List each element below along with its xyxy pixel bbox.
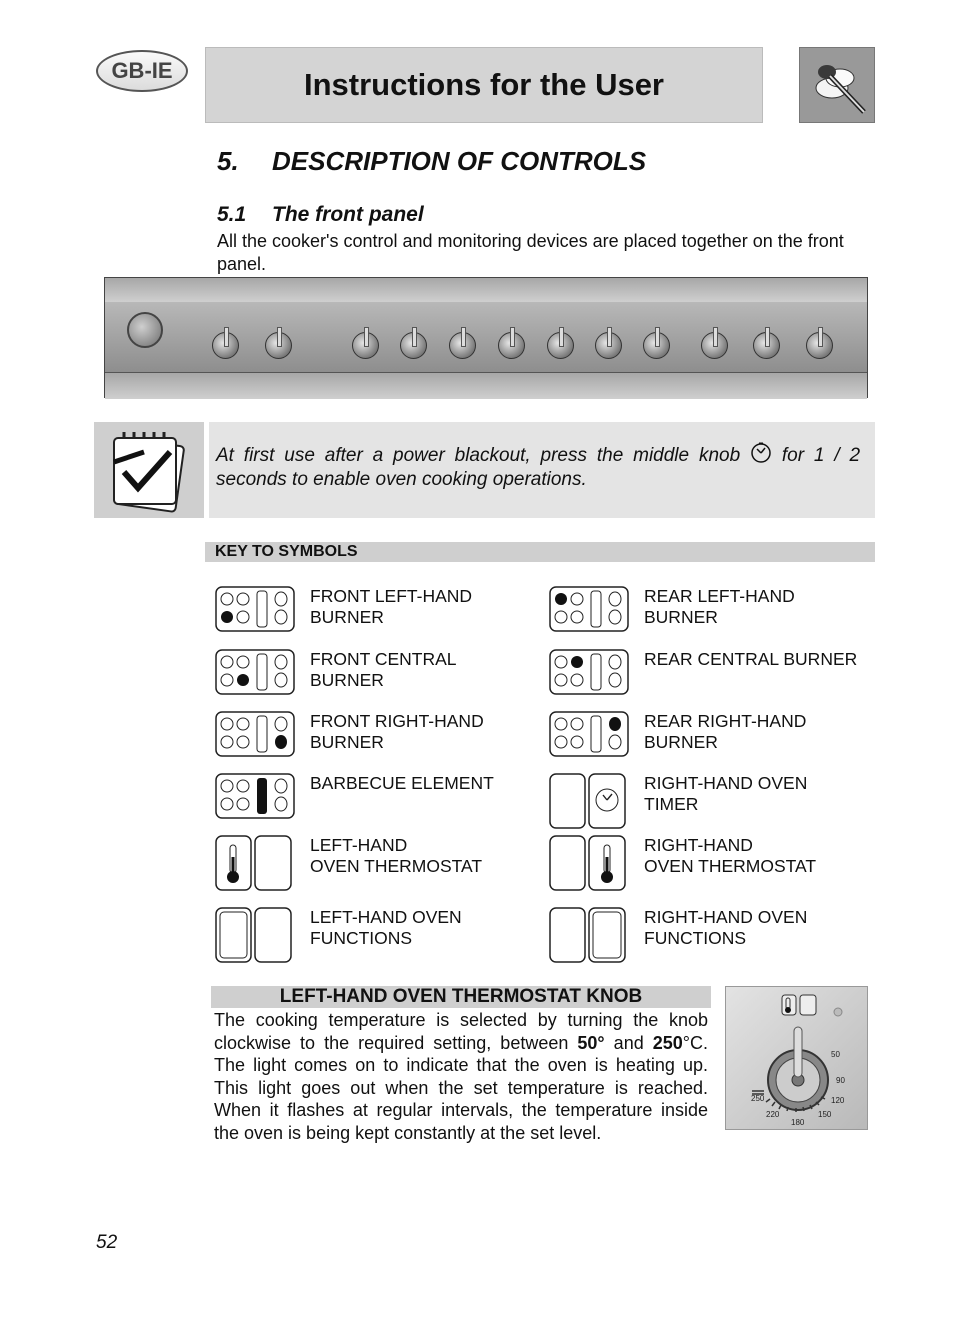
page-title: Instructions for the User <box>304 67 664 102</box>
note-text-end: for 1 / 2 seconds to enable oven cooking operations. <box>216 445 861 490</box>
key-title: KEY TO SYMBOLS <box>215 543 358 560</box>
panel-top-strip <box>105 278 867 303</box>
key-label: FRONT CENTRAL BURNER <box>310 649 456 690</box>
country-code: GB-IE <box>111 58 173 83</box>
panel-control-area <box>105 302 867 372</box>
front-panel-illustration <box>104 277 868 398</box>
key-to-symbols-bar <box>205 542 875 562</box>
key-label: REAR CENTRAL BURNER <box>644 649 858 669</box>
knob-left-functions <box>265 332 292 359</box>
knob-burner-3 <box>449 332 476 359</box>
key-label-line1: LEFT-HAND <box>310 835 408 855</box>
key-label: RIGHT-HAND OVEN FUNCTIONS <box>644 907 808 948</box>
thermostat-description <box>214 1009 708 1144</box>
key-label-line2: OVEN THERMOSTAT <box>644 856 817 876</box>
section-heading <box>217 146 646 177</box>
knob-right-thermostat <box>753 332 780 359</box>
panel-bottom-strip <box>105 372 867 399</box>
subsection-title: The front panel <box>272 203 424 226</box>
front-left-burner-icon <box>215 586 295 637</box>
dial-label-90: 90 <box>836 1076 845 1085</box>
subsection-heading <box>217 203 424 227</box>
right-oven-functions-icon <box>549 907 629 968</box>
dial-label-220: 220 <box>766 1110 780 1119</box>
key-label: BARBECUE ELEMENT <box>310 773 494 793</box>
knob-barbecue <box>547 332 574 359</box>
knob-right-functions <box>806 332 833 359</box>
thermostat-knob-title: LEFT-HAND OVEN THERMOSTAT KNOB <box>279 986 643 1007</box>
country-badge <box>96 50 188 92</box>
subsection-intro: All the cooker's control and monitoring devices are placed together on the front panel. <box>217 231 844 274</box>
key-label <box>310 835 530 877</box>
rear-right-burner-icon <box>549 711 629 762</box>
subsection-number: 5.1 <box>217 203 247 226</box>
key-label-line1: RIGHT-HAND <box>644 835 753 855</box>
knob-burner-6 <box>643 332 670 359</box>
knob-burner-2 <box>400 332 427 359</box>
dial-label-180: 180 <box>791 1118 805 1127</box>
front-right-burner-icon <box>215 711 295 762</box>
knob-burner-4 <box>498 332 525 359</box>
left-oven-functions-icon <box>215 907 295 968</box>
knob-left-thermostat <box>212 332 239 359</box>
key-label: FRONT LEFT-HAND BURNER <box>310 586 473 627</box>
key-label: RIGHT-HAND OVEN TIMER <box>644 773 808 814</box>
page-number: 52 <box>96 1232 118 1253</box>
barbecue-element-icon <box>215 773 295 824</box>
dial-label-120: 120 <box>831 1096 845 1105</box>
key-label-line2: OVEN THERMOSTAT <box>310 856 483 876</box>
section-number: 5. <box>217 146 239 176</box>
key-label: REAR RIGHT-HAND BURNER <box>644 711 807 752</box>
section-title: DESCRIPTION OF CONTROLS <box>272 146 647 176</box>
knob-timer <box>701 332 728 359</box>
note-text-start: At first use after a power blackout, press the middle knob <box>216 445 741 466</box>
dial-label-250: 250 <box>751 1094 765 1103</box>
note-text <box>216 441 860 492</box>
thermostat-text-2: and <box>604 1032 653 1053</box>
front-central-burner-icon <box>215 649 295 700</box>
rear-left-burner-icon <box>549 586 629 637</box>
thermostat-max-temp: 250 <box>652 1032 683 1053</box>
left-oven-thermostat-icon <box>215 835 295 896</box>
dial-label-50: 50 <box>831 1050 840 1059</box>
key-label: REAR LEFT-HAND BURNER <box>644 586 795 627</box>
knob-burner-5 <box>595 332 622 359</box>
thermostat-text-3: °C. The light comes on to indicate that the oven is heating up. This light goes out when the set temperature is reached. When it flashes at regular intervals, the temperature inside the oven is being kept constantly at the set level. <box>214 1032 708 1143</box>
key-label: LEFT-HAND OVEN FUNCTIONS <box>310 907 462 948</box>
chef-spoon-icon <box>799 47 875 123</box>
notepad-check-icon <box>94 422 204 518</box>
knob-burner-1 <box>352 332 379 359</box>
rear-central-burner-icon <box>549 649 629 700</box>
thermostat-min-temp: 50° <box>577 1032 605 1053</box>
header-banner <box>205 47 763 123</box>
key-label <box>644 835 864 877</box>
key-label: FRONT RIGHT-HAND BURNER <box>310 711 484 752</box>
timer-icon <box>750 441 772 463</box>
dial-label-150: 150 <box>818 1110 832 1119</box>
thermostat-knob-illustration <box>725 986 868 1130</box>
clock-icon <box>127 312 163 348</box>
right-oven-thermostat-icon <box>549 835 629 896</box>
right-oven-timer-icon <box>549 773 629 834</box>
thermostat-knob-heading-bar <box>211 986 711 1008</box>
thermostat-text-1: The cooking temperature is selected by turning the knob clockwise to the required setting, between <box>214 1010 708 1053</box>
